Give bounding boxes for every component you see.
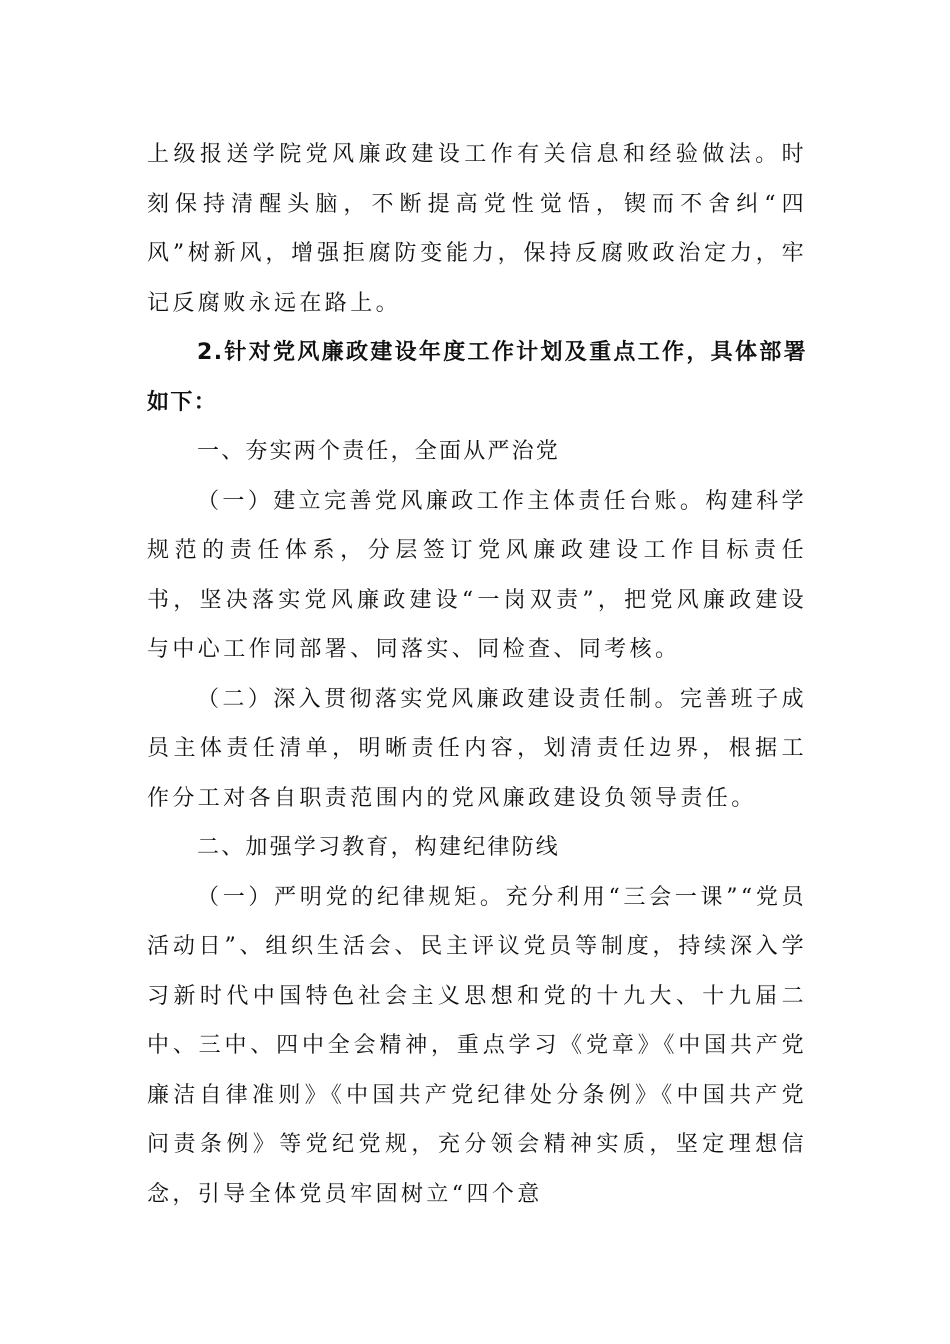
paragraph-1-1: （一）建立完善党风廉政工作主体责任台账。构建科学规范的责任体系，分层签订党风廉政建设工作目标责任书，坚决落实党风廉政建设“一岗双责”，把党风廉政建设与中心工作同部署、同落实、同检查、同考核。	[147, 488, 807, 662]
document-body	[147, 130, 807, 1219]
paragraph-2-1: （一）严明党的纪律规矩。充分利用“三会一课”“党员活动日”、组织生活会、民主评议党员等制度，持续深入学习新时代中国特色社会主义思想和党的十九大、十九届二中、三中、四中全会精神，重点学习《党章》《中国共产党廉洁自律准则》《中国共产党纪律处分条例》《中国共产党问责条例》等党纪党规，充分领会精神实质，坚定理想信念，引导全体党员牢固树立“四个意	[147, 884, 807, 1207]
section-heading-2: 二、加强学习教育，构建纪律防线	[197, 835, 561, 860]
paragraph-deployment-intro: 2.针对党风廉政建设年度工作计划及重点工作，具体部署如下：	[147, 340, 807, 415]
paragraph-continuation: 上级报送学院党风廉政建设工作有关信息和经验做法。时刻保持清醒头脑，不断提高党性觉悟，锲而不舍纠“四风”树新风，增强拒腐防变能力，保持反腐败政治定力，牢记反腐败永远在路上。	[147, 142, 807, 316]
paragraph-1-2: （二）深入贯彻落实党风廉政建设责任制。完善班子成员主体责任清单，明晰责任内容，划清责任边界，根据工作分工对各自职责范围内的党风廉政建设负领导责任。	[147, 686, 807, 811]
section-heading-1: 一、夯实两个责任，全面从严治党	[197, 439, 561, 464]
